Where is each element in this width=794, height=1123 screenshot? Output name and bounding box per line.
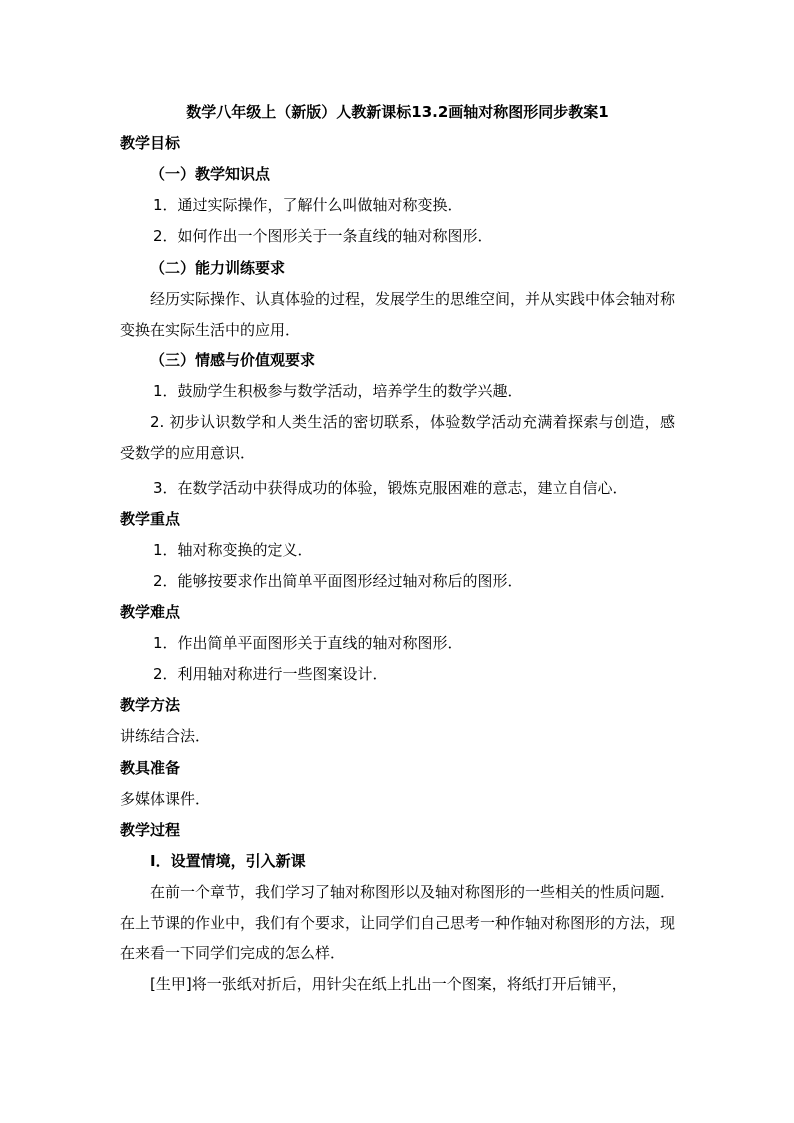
emotion-heading: （三）情感与价值观要求 [150, 351, 316, 369]
section-1-paragraph-2: [生甲]将一张纸对折后，用针尖在纸上扎出一个图案，将纸打开后铺平， [150, 975, 627, 993]
ability-heading: （二）能力训练要求 [150, 259, 286, 277]
key-points-heading: 教学重点 [120, 510, 181, 528]
section-1-heading: Ⅰ．设置情境，引入新课 [150, 852, 306, 870]
knowledge-item-1: 1．通过实际操作，了解什么叫做轴对称变换． [153, 196, 463, 214]
key-point-1: 1．轴对称变换的定义． [153, 541, 313, 559]
section-1-paragraph-1: 在前一个章节，我们学习了轴对称图形以及轴对称图形的一些相关的性质问题．在上节课的作业中，我们有个要求，让同学们自己思考一种作轴对称图形的方法，现在来看一下同学们完成的怎么样． [120, 883, 676, 962]
emotion-item-1: 1．鼓励学生积极参与数学活动，培养学生的数学兴趣． [153, 382, 523, 400]
objectives-heading: 教学目标 [120, 134, 181, 152]
difficulty-2: 2．利用轴对称进行一些图案设计． [153, 665, 388, 683]
ability-text: 经历实际操作、认真体验的过程，发展学生的思维空间，并从实践中体会轴对称变换在实际生活中的应用． [120, 290, 676, 339]
emotion-item-3: 3．在数学活动中获得成功的体验，锻炼克服困难的意志，建立自信心． [153, 479, 628, 497]
method-heading: 教学方法 [120, 696, 181, 714]
tools-heading: 教具准备 [120, 759, 181, 777]
knowledge-heading: （一）教学知识点 [150, 165, 271, 183]
process-heading: 教学过程 [120, 821, 181, 839]
difficulty-1: 1．作出简单平面图形关于直线的轴对称图形． [153, 634, 463, 652]
document-title: 数学八年级上（新版）人教新课标13.2画轴对称图形同步教案1 [186, 103, 609, 121]
key-point-2: 2．能够按要求作出简单平面图形经过轴对称后的图形． [153, 572, 523, 590]
tools-text: 多媒体课件． [120, 790, 211, 808]
difficulties-heading: 教学难点 [120, 603, 181, 621]
knowledge-item-2: 2．如何作出一个图形关于一条直线的轴对称图形． [153, 227, 493, 245]
emotion-item-2: 2. 初步认识数学和人类生活的密切联系，体验数学活动充满着探索与创造，感受数学的应用意识． [120, 413, 675, 462]
method-text: 讲练结合法． [120, 727, 211, 745]
